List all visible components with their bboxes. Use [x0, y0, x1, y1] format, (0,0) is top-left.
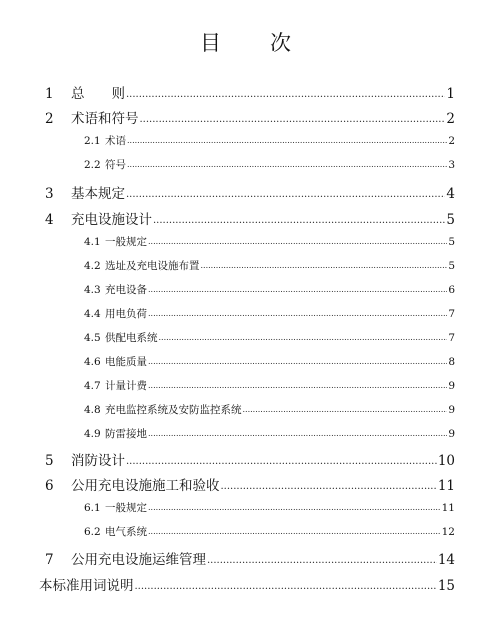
dot-leader: [127, 158, 447, 170]
toc-entry-number: 4.9: [84, 428, 101, 440]
toc-entry-page: 3: [448, 159, 455, 171]
toc-entry[interactable]: [45, 474, 455, 494]
toc-entry[interactable]: [45, 548, 455, 568]
toc-entry-page: 12: [441, 526, 455, 538]
toc-entry-number: 4.8: [84, 404, 101, 416]
toc-entry-number: 7: [45, 552, 54, 568]
toc-entry[interactable]: [45, 182, 455, 202]
toc-entry-number: 2: [45, 111, 54, 127]
toc-entry-page: 5: [446, 212, 455, 228]
dot-leader: [201, 259, 448, 271]
toc-entry-label: 符号: [105, 159, 126, 171]
toc-entry[interactable]: [84, 258, 455, 274]
toc-title: 目 次: [200, 31, 305, 55]
toc-entry-number: 6: [45, 478, 54, 494]
toc-entry[interactable]: [84, 306, 455, 322]
toc-entry-page: 15: [437, 578, 455, 594]
toc-entry-number: 6.2: [84, 526, 101, 538]
toc-entry-number: 4.2: [84, 260, 101, 272]
toc-entry-number: 4.3: [84, 284, 101, 296]
toc-entry-number: 4.4: [84, 308, 101, 320]
toc-entry-number: 4.5: [84, 332, 101, 344]
toc-entry[interactable]: [45, 107, 455, 127]
toc-entry-number: 6.1: [84, 502, 101, 514]
toc-entry-label: 消防设计: [71, 453, 125, 469]
toc-entry-number: 2.2: [84, 159, 101, 171]
toc-entry-page: 8: [448, 356, 455, 368]
toc-entry-number: 3: [45, 186, 54, 202]
toc-entry-page: 11: [441, 502, 455, 514]
toc-entry-label: 选址及充电设施布置: [105, 260, 200, 272]
toc-entry-label: 供配电系统: [105, 332, 158, 344]
toc-entry-page: 14: [437, 552, 455, 568]
dot-leader: [159, 331, 448, 343]
dot-leader: [148, 307, 447, 319]
toc-entry[interactable]: [45, 208, 455, 228]
toc-entry[interactable]: [84, 157, 455, 173]
toc-entry[interactable]: [84, 133, 455, 149]
toc-entry-label: 计量计费: [105, 380, 147, 392]
toc-entry-number: 4: [45, 212, 54, 228]
toc-entry-label: 充电设备: [105, 284, 147, 296]
toc-entry-label: 公用充电设施运维管理: [71, 552, 206, 568]
toc-entry-page: 11: [437, 478, 455, 494]
toc-entry-number: 4.6: [84, 356, 101, 368]
toc-entry-page: 4: [446, 186, 455, 202]
toc-entry[interactable]: [84, 234, 455, 250]
toc-entry-number: 4.7: [84, 380, 101, 392]
dot-leader: [148, 525, 441, 537]
toc-entry-label: 充电设施设计: [71, 212, 152, 228]
toc-entry-number: 5: [45, 453, 54, 469]
toc-entry-label: 一般规定: [105, 502, 147, 514]
toc-entry-page: 9: [448, 380, 455, 392]
dot-leader: [148, 283, 447, 295]
toc-entry[interactable]: [45, 449, 455, 469]
dot-leader: [140, 110, 446, 126]
toc-entry-label: 本标准用词说明: [39, 578, 134, 594]
toc-entry[interactable]: [84, 426, 455, 442]
toc-entry-page: 7: [448, 332, 455, 344]
dot-leader: [148, 379, 447, 391]
toc-entry[interactable]: [84, 378, 455, 394]
toc-entry-label: 公用充电设施施工和验收: [71, 478, 220, 494]
toc-entry[interactable]: [39, 574, 455, 594]
toc-entry[interactable]: [84, 402, 455, 418]
toc-entry-label: 一般规定: [105, 236, 147, 248]
toc-entry-label: 电气系统: [105, 526, 147, 538]
toc-entry[interactable]: [84, 282, 455, 298]
toc-entry-page: 6: [448, 284, 455, 296]
toc-entry-label: 电能质量: [105, 356, 147, 368]
toc-entry-page: 1: [446, 86, 455, 102]
dot-leader: [148, 501, 441, 513]
toc-entry-page: 7: [448, 308, 455, 320]
toc-entry-label: 总 则: [71, 86, 125, 102]
dot-leader: [127, 134, 447, 146]
dot-leader: [148, 235, 447, 247]
toc-entry-number: 2.1: [84, 135, 101, 147]
dot-leader: [243, 403, 448, 415]
toc-entry-page: 9: [448, 428, 455, 440]
dot-leader: [126, 85, 445, 101]
dot-leader: [135, 577, 437, 593]
toc-entry-number: 4.1: [84, 236, 101, 248]
toc-entry-number: 1: [45, 86, 54, 102]
toc-entry-page: 2: [448, 135, 455, 147]
toc-entry[interactable]: [84, 524, 455, 540]
toc-entry-page: 10: [437, 453, 455, 469]
toc-entry-page: 9: [448, 404, 455, 416]
toc-entry-label: 术语和符号: [71, 111, 139, 127]
toc-entry-label: 用电负荷: [105, 308, 147, 320]
dot-leader: [126, 452, 437, 468]
dot-leader: [207, 551, 437, 567]
toc-entry[interactable]: [84, 500, 455, 516]
dot-leader: [153, 211, 445, 227]
toc-entry[interactable]: [45, 82, 455, 102]
dot-leader: [126, 185, 445, 201]
dot-leader: [148, 355, 447, 367]
toc-entry-label: 防雷接地: [105, 428, 147, 440]
toc-entry-page: 2: [446, 111, 455, 127]
toc-entry-label: 充电监控系统及安防监控系统: [105, 404, 242, 416]
toc-entry-label: 基本规定: [71, 186, 125, 202]
toc-entry[interactable]: [84, 354, 455, 370]
toc-entry[interactable]: [84, 330, 455, 346]
dot-leader: [221, 477, 437, 493]
dot-leader: [148, 427, 447, 439]
toc-entry-page: 5: [448, 260, 455, 272]
toc-entry-label: 术语: [105, 135, 126, 147]
toc-entry-page: 5: [448, 236, 455, 248]
